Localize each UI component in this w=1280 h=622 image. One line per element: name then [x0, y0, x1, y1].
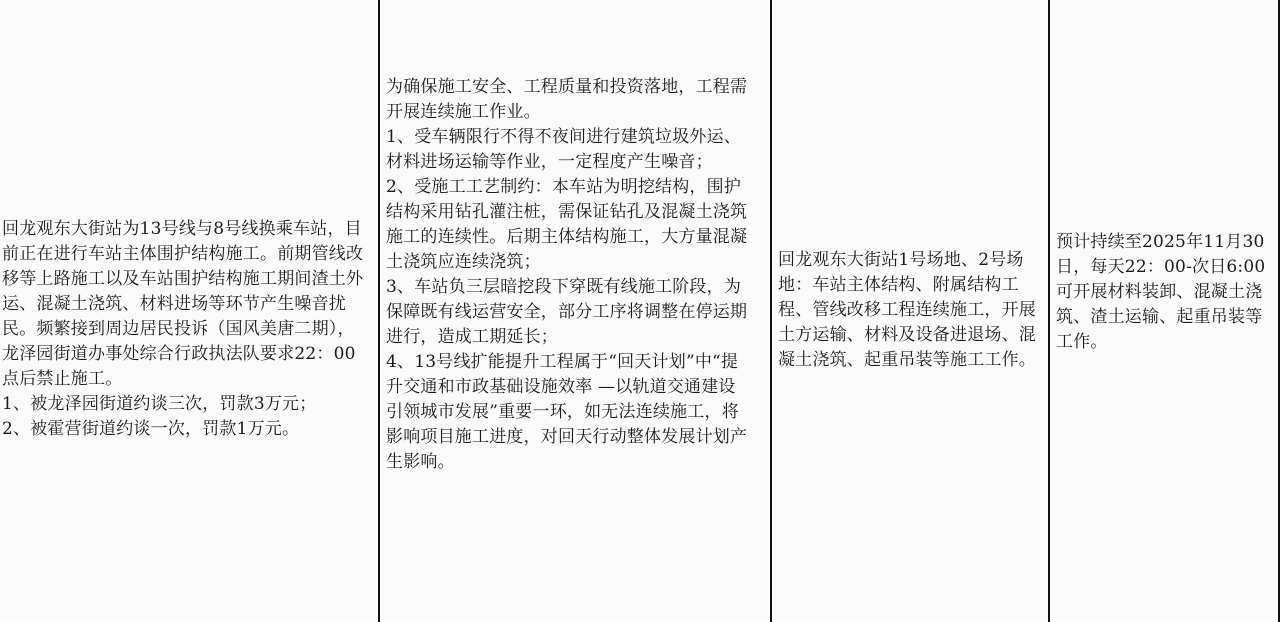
table-cell-scope [772, 0, 1050, 622]
paragraph: 回龙观东大街站为13号线与8号线换乘车站，目前正在进行车站主体围护结构施工。前期管线改移等上路施工以及车站围护结构施工期间渣土外运、混凝土浇筑、材料进场等环节产生噪音扰民。频繁接到周边居民投诉（国风美唐二期），龙泽园街道办事处综合行政执法队要求22：00点后禁止施工。 [2, 218, 364, 389]
paragraph: 3、车站负三层暗挖段下穿既有线施工阶段，为保障既有线运营安全，部分工序将调整在停运期进行，造成工期延长； [386, 277, 748, 347]
cell-text [778, 248, 1038, 373]
paragraph: 2、被霍营街道约谈一次，罚款1万元。 [2, 418, 300, 439]
cell-text [386, 75, 752, 475]
paragraph: 回龙观东大街站1号场地、2号场地：车站主体结构、附属结构工程、管线改移工程连续施工，开展土方运输、材料及设备进退场、混凝土浇筑、起重吊装等施工工作。 [778, 249, 1036, 370]
paragraph: 1、受车辆限行不得不夜间进行建筑垃圾外运、材料进场运输等作业，一定程度产生噪音； [386, 127, 742, 172]
cell-text [1056, 230, 1270, 355]
paragraph: 1、被龙泽园街道约谈三次，罚款3万元； [2, 393, 317, 414]
paragraph: 预计持续至2025年11月30日，每天22：00-次日6:00可开展材料装卸、混凝土浇筑、渣土运输、起重吊装等工作。 [1056, 231, 1266, 352]
paragraph: 2、受施工工艺制约：本车站为明挖结构，围护结构采用钻孔灌注桩，需保证钻孔及混凝土浇筑施工的连续性。后期主体结构施工，大方量混凝土浇筑应连续浇筑； [386, 177, 748, 272]
table-cell-issue [0, 0, 380, 622]
cell-text [2, 217, 364, 442]
table-cell-reason [380, 0, 772, 622]
paragraph: 4、13号线扩能提升工程属于“回天计划”中“提升交通和市政基础设施效率 —以轨道交通建设引领城市发展”重要一环，如无法连续施工，将影响项目施工进度，对回天行动整体发展计划产生影响。 [386, 352, 748, 472]
table-cell-schedule [1050, 0, 1280, 622]
paragraph: 为确保施工安全、工程质量和投资落地，工程需开展连续施工作业。 [386, 77, 748, 122]
